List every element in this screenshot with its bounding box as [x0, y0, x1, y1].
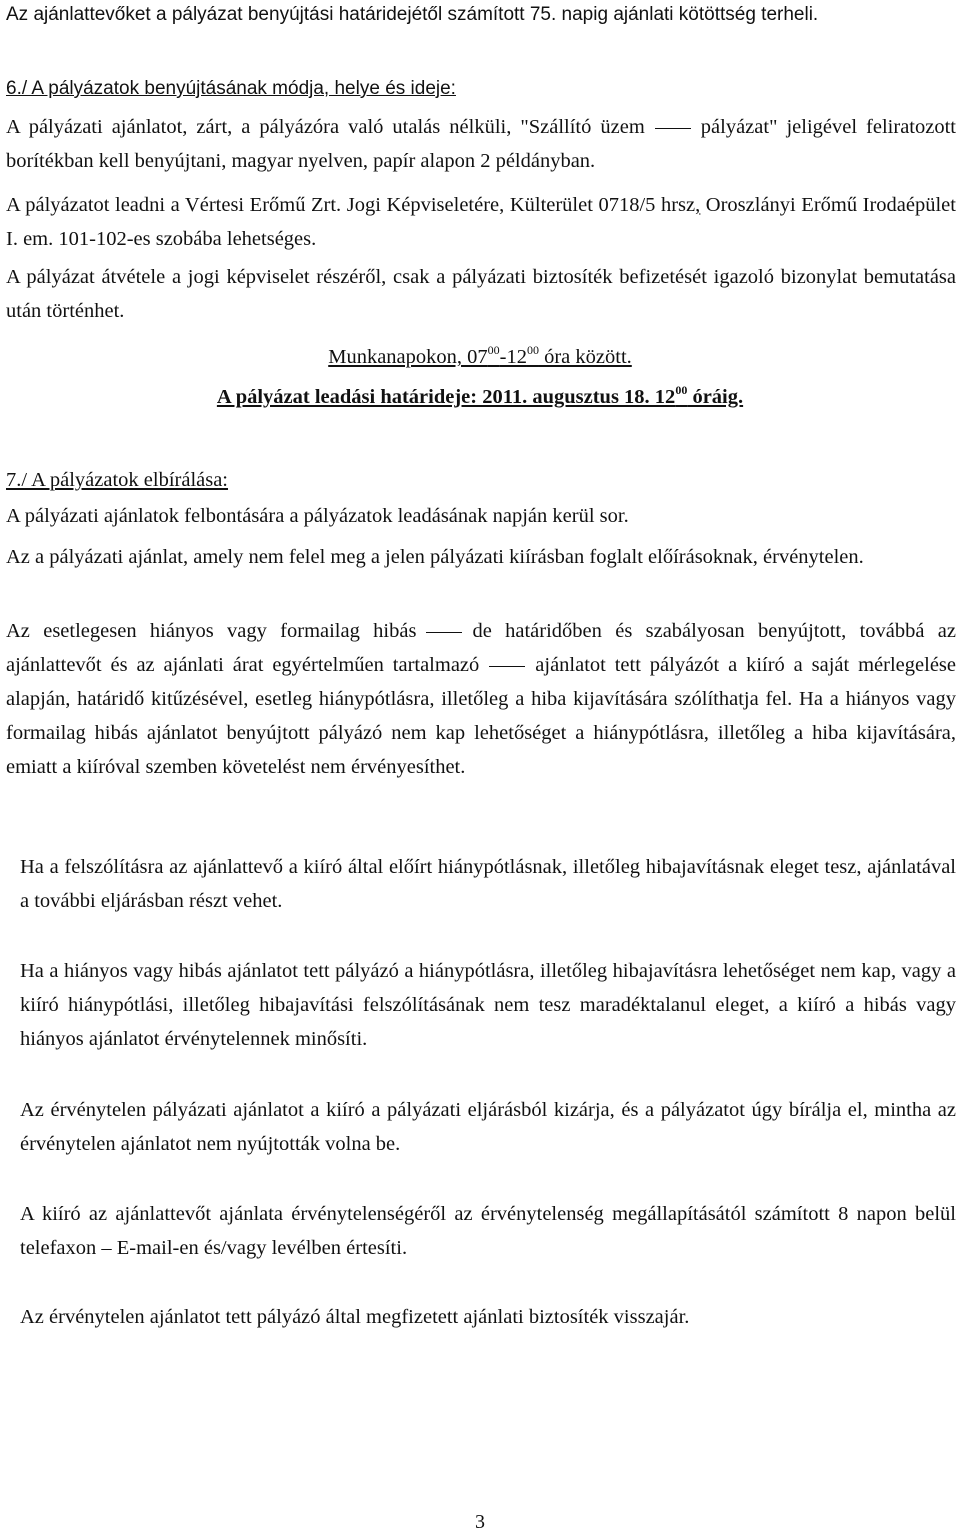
deadline-date: A pályázat leadási határideje: 2011. augusztus 18. 12 [216, 386, 676, 408]
hours-suffix: óra között. [538, 346, 632, 368]
section6-paragraph-2 [6, 188, 956, 256]
deadline-minutes: 00 [675, 383, 688, 397]
section6-p1-part-a: A pályázati ajánlatot, zárt, a pályázóra való utalás nélküli, "Szállító üzem [6, 116, 645, 138]
section7-paragraph-3 [6, 614, 956, 784]
section7-paragraph-8: Az érvénytelen ajánlatot tett pályázó által megfizetett ajánlati biztosíték visszajár. [20, 1306, 690, 1328]
intro-text: Az ajánlattevőket a pályázat benyújtási határidejétől számított 75. napig ajánlati kötöttség terheli. [6, 4, 819, 25]
section7-paragraph-5: Ha a hiányos vagy hibás ajánlatot tett pályázó a hiánypótlásra, illetőleg hibajavításra lehetőséget nem kap, vagy a kiíró hiánypótlási, illetőleg hibajavítási felszólításának nem tesz maradéktalanul eleget, a kiíró a hibás vagy hiányos ajánlatot érvénytelennek minősíti. [20, 960, 956, 1050]
hours-start-minutes: 00 [487, 343, 500, 357]
section7-paragraph-4: Ha a felszólításra az ajánlattevő a kiíró által előírt hiánypótlásnak, illetőleg hibajavításnak eleget tesz, ajánlatával a további eljárásban részt vehet. [20, 856, 956, 912]
em-dash-line [489, 666, 525, 667]
office-hours [0, 340, 960, 374]
section6-p1-part-b: pályázat" jeligével feliratozott borítékban kell benyújtani, magyar nyelven, papír alapon 2 példányban. [6, 116, 956, 172]
section6-heading-text: 6./ A pályázatok benyújtásának módja, helye és ideje: [6, 78, 456, 99]
section7-paragraph-1: A pályázati ajánlatok felbontására a pályázatok leadásának napján kerül sor. [6, 505, 629, 527]
section6-p2-part-a: A pályázatot leadni a Vértesi Erőmű Zrt. Jogi Képviseletére, Külterület 0718/5 hrsz [6, 194, 696, 216]
submission-deadline-text [216, 383, 744, 408]
section6-p2-comma: , [695, 194, 701, 216]
section7-heading-text: 7./ A pályázatok elbírálása: [6, 469, 229, 491]
section7-p3-part-c: ajánlatot tett pályázót a kiíró a saját mérlegelése alapján, határidő kitűzésével, esetleg hiánypótlásra, illetőleg a hiba kijavítására szólíthatja fel. Ha a hiányos vagy formailag hibás ajánlatot benyújtott pályázó nem kap lehetőséget a hiánypótlásra, illetőleg a hiba kijavítására, emiatt a kiíróval szemben követelést nem érvényesíthet. [6, 654, 956, 778]
section7-paragraph-2: Az a pályázati ajánlat, amely nem felel meg a jelen pályázati kiírásban foglalt előírásoknak, érvénytelen. [6, 546, 864, 568]
section7-p3-part-a: Az esetlegesen hiányos vagy formailag hibás [6, 620, 417, 642]
section6-p2-part-b: Oroszlányi Erőmű Irodaépület I. em. 101-102-es szobába lehetséges. [6, 194, 956, 250]
hours-end-minutes: 00 [526, 343, 539, 357]
section6-heading [6, 74, 956, 104]
submission-deadline [0, 380, 960, 414]
section7-paragraph-7: A kiíró az ajánlattevőt ajánlata érvénytelenségéről az érvénytelenség megállapításától számított 8 napon belül telefaxon – E-mail-en és/vagy levélben értesíti. [20, 1203, 956, 1259]
section7-heading [6, 463, 956, 497]
section6-paragraph-3: A pályázat átvétele a jogi képviselet részéről, csak a pályázati biztosíték befizetését igazoló bizonylat bemutatása után történhet. [6, 266, 956, 322]
em-dash-line [655, 128, 691, 129]
page-number: 3 [475, 1511, 485, 1533]
hours-start-label: Munkanapokon, 07 [328, 346, 488, 368]
section7-p3-part-b: de határidőben és szabályosan benyújtott, továbbá az ajánlattevőt és az ajánlati árat egyértelműen tartalmazó [6, 620, 956, 676]
deadline-suffix: óráig. [687, 386, 744, 408]
section7-paragraph-6: Az érvénytelen pályázati ajánlatot a kiíró a pályázati eljárásból kizárja, és a pályázatot úgy bírálja el, mintha az érvénytelen ajánlatot nem nyújtották volna be. [20, 1099, 956, 1155]
em-dash-line [426, 632, 462, 633]
section6-paragraph-1 [6, 110, 956, 178]
hours-end-label: -12 [499, 346, 527, 368]
office-hours-text [328, 343, 632, 368]
